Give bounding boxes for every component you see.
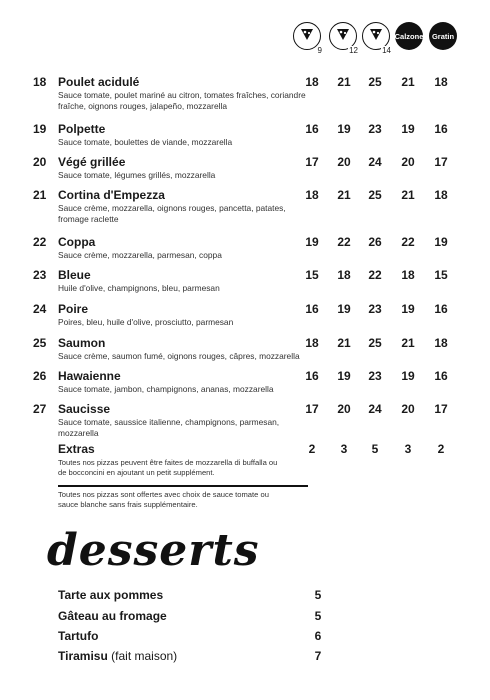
price-14: 23 — [368, 302, 382, 316]
pizza-description: Sauce tomate, boulettes de viande, mozzarella — [58, 137, 233, 147]
price-9: 18 — [305, 75, 319, 89]
price-12: 21 — [337, 75, 351, 89]
price-12: 21 — [337, 336, 351, 350]
pizza-description: Sauce tomate, jambon, champignons, ananas, mozzarella — [58, 384, 274, 394]
pizza-name: Bleue — [58, 268, 91, 282]
price-12: 19 — [337, 302, 351, 316]
pizza-name: Hawaienne — [58, 369, 121, 383]
price-12: 21 — [337, 188, 351, 202]
price-9: 16 — [305, 369, 319, 383]
size-label: 9 — [317, 46, 322, 55]
price-12: 20 — [337, 155, 351, 169]
pizza-number: 24 — [33, 302, 47, 316]
price-14: 24 — [368, 402, 382, 416]
extras-price-9: 2 — [308, 442, 316, 456]
size-12-badge — [329, 22, 358, 55]
pizza-name: Saumon — [58, 336, 106, 350]
dessert-name: Tartufo — [58, 629, 99, 643]
price-calzone: 21 — [401, 75, 415, 89]
extras-price-gratin: 2 — [437, 442, 445, 456]
sauce-note: Toutes nos pizzas sont offertes avec choix de sauce tomate ou sauce blanche sans frais supplémentaire. — [58, 490, 269, 509]
price-calzone: 21 — [401, 336, 415, 350]
price-calzone: 22 — [401, 235, 415, 249]
pizza-number: 21 — [33, 188, 47, 202]
price-calzone: 19 — [401, 122, 415, 136]
price-14: 25 — [368, 336, 382, 350]
dessert-price: 5 — [314, 588, 322, 602]
size-9-badge — [293, 22, 322, 55]
pizza-name: Saucisse — [58, 402, 111, 416]
price-14: 25 — [368, 188, 382, 202]
price-gratin: 18 — [434, 75, 448, 89]
pizza-description: Sauce crème, saumon fumé, oignons rouges, câpres, mozzarella — [58, 351, 300, 361]
pizza-number: 27 — [33, 402, 47, 416]
price-calzone: 20 — [401, 402, 415, 416]
price-gratin: 16 — [434, 302, 448, 316]
price-gratin: 16 — [434, 122, 448, 136]
price-calzone: 19 — [401, 302, 415, 316]
dessert-price: 7 — [314, 649, 322, 663]
pizza-slice-icon — [335, 26, 351, 42]
pizza-description: Huile d'olive, champignons, bleu, parmesan — [58, 283, 220, 293]
pizza-description: Sauce tomate, saussice italienne, champignons, parmesan, mozzarella — [58, 417, 280, 438]
divider — [58, 485, 308, 487]
calzone-badge: Calzone — [395, 22, 423, 50]
extras-price-14: 5 — [371, 442, 379, 456]
price-gratin: 17 — [434, 402, 448, 416]
pizza-description: Sauce crème, mozzarella, oignons rouges, pancetta, patates, fromage raclette — [58, 203, 286, 224]
desserts-heading: desserts — [47, 525, 260, 576]
price-gratin: 15 — [434, 268, 448, 282]
pizza-description: Poires, bleu, huile d'olive, prosciutto, parmesan — [58, 317, 234, 327]
price-14: 24 — [368, 155, 382, 169]
price-14: 26 — [368, 235, 382, 249]
price-12: 19 — [337, 122, 351, 136]
dessert-name: Tarte aux pommes — [58, 588, 164, 602]
pizza-number: 20 — [33, 155, 47, 169]
pizza-name: Poire — [58, 302, 89, 316]
pizza-name: Coppa — [58, 235, 96, 249]
dessert-price: 6 — [314, 629, 322, 643]
price-9: 19 — [305, 235, 319, 249]
price-gratin: 16 — [434, 369, 448, 383]
pizza-number: 23 — [33, 268, 47, 282]
dessert-name: Tiramisu (fait maison) — [58, 649, 178, 663]
price-9: 15 — [305, 268, 319, 282]
pizza-name: Poulet acidulé — [58, 75, 140, 89]
price-12: 18 — [337, 268, 351, 282]
pizza-slice-icon — [299, 26, 315, 42]
price-gratin: 18 — [434, 188, 448, 202]
pizza-name: Polpette — [58, 122, 106, 136]
price-calzone: 18 — [401, 268, 415, 282]
price-gratin: 19 — [434, 235, 448, 249]
pizza-description: Sauce crème, mozzarella, parmesan, coppa — [58, 250, 222, 260]
pizza-number: 25 — [33, 336, 47, 350]
pizza-name: Cortina d'Empezza — [58, 188, 165, 202]
price-9: 18 — [305, 188, 319, 202]
size-14-badge — [362, 22, 391, 55]
price-9: 16 — [305, 122, 319, 136]
pizza-number: 19 — [33, 122, 47, 136]
price-14: 23 — [368, 369, 382, 383]
price-14: 22 — [368, 268, 382, 282]
size-label: 12 — [349, 46, 358, 55]
gratin-badge: Gratin — [429, 22, 457, 50]
pizza-description: Sauce tomate, poulet mariné au citron, tomates fraîches, coriandre fraîche, oignons rouges, jalapeño, mozzarella — [58, 90, 306, 111]
extras-note: Toutes nos pizzas peuvent être faites de mozzarella di buffalla ou de bocconcini en ajoutant un petit supplément. — [58, 458, 278, 477]
price-9: 17 — [305, 402, 319, 416]
dessert-price: 5 — [314, 609, 322, 623]
price-gratin: 18 — [434, 336, 448, 350]
price-12: 20 — [337, 402, 351, 416]
size-label: 14 — [382, 46, 391, 55]
price-calzone: 20 — [401, 155, 415, 169]
price-14: 23 — [368, 122, 382, 136]
pizza-name: Végé grillée — [58, 155, 126, 169]
pizza-slice-icon — [368, 26, 384, 42]
price-12: 19 — [337, 369, 351, 383]
price-calzone: 19 — [401, 369, 415, 383]
pizza-number: 26 — [33, 369, 47, 383]
dessert-name: Gâteau au fromage — [58, 609, 167, 623]
price-12: 22 — [337, 235, 351, 249]
pizza-number: 22 — [33, 235, 47, 249]
price-gratin: 17 — [434, 155, 448, 169]
price-9: 18 — [305, 336, 319, 350]
price-calzone: 21 — [401, 188, 415, 202]
extras-price-calzone: 3 — [404, 442, 412, 456]
extras-title: Extras — [58, 442, 95, 456]
price-14: 25 — [368, 75, 382, 89]
price-9: 17 — [305, 155, 319, 169]
price-9: 16 — [305, 302, 319, 316]
extras-price-12: 3 — [340, 442, 348, 456]
size-header — [293, 22, 463, 56]
pizza-number: 18 — [33, 75, 47, 89]
pizza-description: Sauce tomate, légumes grillés, mozzarella — [58, 170, 216, 180]
